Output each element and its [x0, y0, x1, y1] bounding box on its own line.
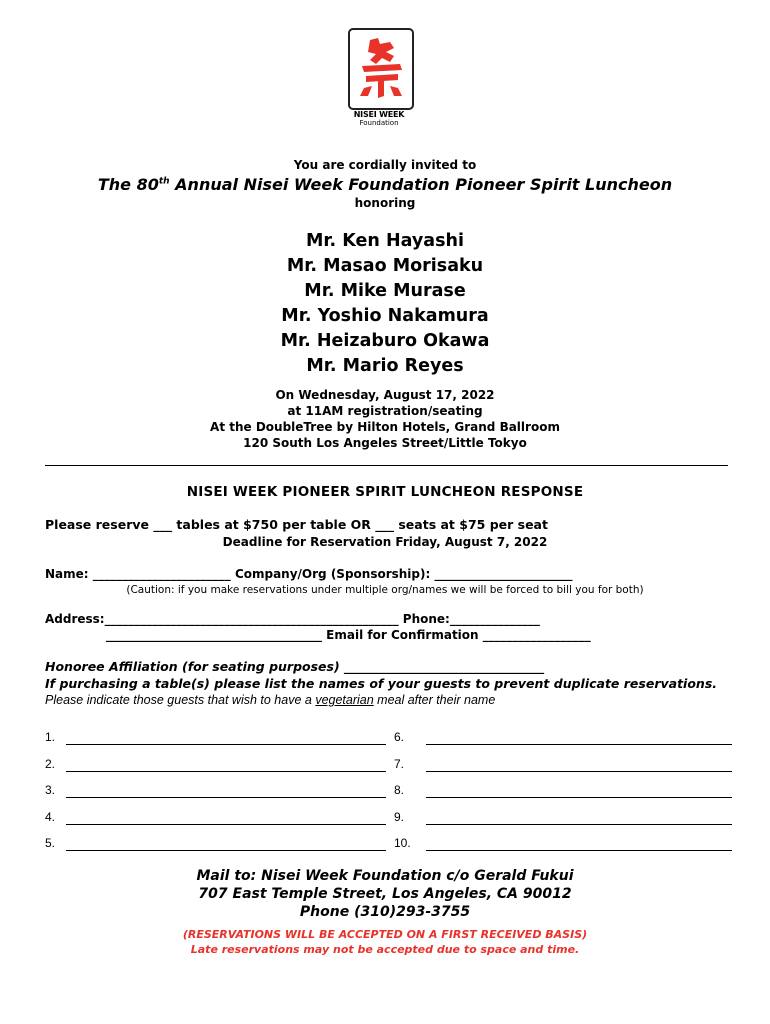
guest-name-line[interactable]: [426, 824, 732, 825]
guest-name-line[interactable]: [66, 744, 386, 745]
guest-name-line[interactable]: [426, 797, 732, 798]
guest-name-line[interactable]: [66, 850, 386, 851]
logo-org-subtitle: Foundation: [359, 119, 399, 127]
guest-name-line[interactable]: [66, 771, 386, 772]
vegetarian-note: Please indicate those guests that wish to have a vegetarian meal after their name: [45, 693, 496, 707]
address-phone-line[interactable]: Address:_________________________________________________ Phone:_______________: [45, 612, 540, 626]
event-venue: At the DoubleTree by Hilton Hotels, Grand Ballroom: [210, 420, 560, 434]
event-title: The 80th Annual Nisei Week Foundation Pioneer Spirit Luncheon: [97, 175, 673, 194]
email-line[interactable]: ____________________________________ Email for Confirmation __________________: [106, 628, 591, 642]
guest-number: 7.: [394, 757, 405, 771]
matsuri-kanji-icon: [350, 30, 412, 108]
honoree-name: Mr. Mike Murase: [304, 281, 466, 301]
guest-name-line[interactable]: [66, 824, 386, 825]
mail-phone-line: Phone (310)293-3755: [299, 904, 471, 920]
guest-list-instruction: If purchasing a table(s) please list the names of your guests to prevent duplicate reservations.: [45, 676, 718, 691]
honoree-affiliation-line[interactable]: Honoree Affiliation (for seating purposes) ________________________________: [45, 659, 545, 674]
guest-number: 8.: [394, 783, 405, 797]
guest-number: 4.: [45, 810, 56, 824]
mail-to-line: Mail to: Nisei Week Foundation c/o Gerald Fukui: [196, 868, 574, 884]
event-time: at 11AM registration/seating: [287, 404, 483, 418]
caution-note: (Caution: if you make reservations under multiple org/names we will be forced to bill you for both): [126, 584, 644, 596]
mail-address-line: 707 East Temple Street, Los Angeles, CA 90012: [198, 886, 572, 902]
deadline-line: Deadline for Reservation Friday, August 7, 2022: [222, 535, 548, 549]
event-date: On Wednesday, August 17, 2022: [275, 388, 495, 402]
divider: [45, 465, 728, 466]
reservation-notice: (RESERVATIONS WILL BE ACCEPTED ON A FIRST RECEIVED BASIS): [182, 928, 588, 941]
guest-number: 5.: [45, 836, 56, 850]
guest-name-line[interactable]: [426, 744, 732, 745]
guest-number: 9.: [394, 810, 405, 824]
honoree-name: Mr. Ken Hayashi: [306, 231, 464, 251]
guest-number: 1.: [45, 730, 56, 744]
name-company-line[interactable]: Name: _______________________ Company/Org (Sponsorship): _______________________: [45, 567, 573, 581]
honoree-name: Mr. Masao Morisaku: [286, 256, 484, 276]
nisei-week-logo: [348, 28, 414, 110]
guest-number: 3.: [45, 783, 56, 797]
honoring-label: honoring: [354, 196, 416, 210]
response-title: NISEI WEEK PIONEER SPIRIT LUNCHEON RESPONSE: [186, 484, 584, 500]
event-address: 120 South Los Angeles Street/Little Tokyo: [243, 436, 527, 450]
late-reservation-notice: Late reservations may not be accepted due to space and time.: [190, 943, 580, 956]
guest-number: 6.: [394, 730, 405, 744]
guest-name-line[interactable]: [66, 797, 386, 798]
guest-name-line[interactable]: [426, 771, 732, 772]
logo-org-name: NISEI WEEK: [353, 110, 405, 119]
invitation-line: You are cordially invited to: [293, 158, 477, 172]
guest-name-line[interactable]: [426, 850, 732, 851]
guest-number: 10.: [394, 836, 411, 850]
honoree-name: Mr. Mario Reyes: [306, 356, 464, 376]
honoree-name: Mr. Yoshio Nakamura: [281, 306, 489, 326]
honoree-name: Mr. Heizaburo Okawa: [280, 331, 490, 351]
guest-number: 2.: [45, 757, 56, 771]
reserve-line[interactable]: Please reserve ___ tables at $750 per table OR ___ seats at $75 per seat: [45, 517, 548, 532]
